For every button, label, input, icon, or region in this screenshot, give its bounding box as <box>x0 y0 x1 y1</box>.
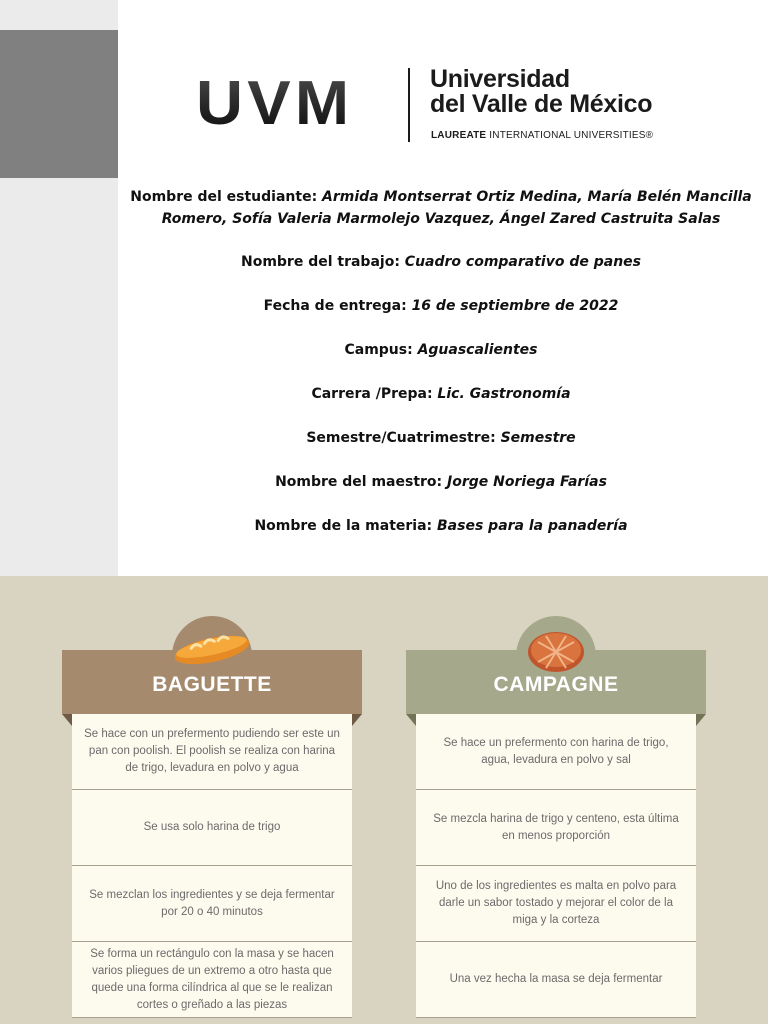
campus: Campus: Aguascalientes <box>344 342 538 358</box>
comparison-section <box>0 576 768 1024</box>
subject-name: Nombre de la materia: Bases para la panadería <box>254 518 628 534</box>
logo-divider <box>408 68 410 142</box>
cover-info <box>128 186 754 559</box>
campagne-row-2: Se mezcla harina de trigo y centeno, esta última en menos proporción <box>416 790 696 866</box>
baguette-row-3: Se mezclan los ingredientes y se deja fermentar por 20 o 40 minutos <box>72 866 352 942</box>
ribbon-fold-left <box>62 714 72 726</box>
baguette-row-1: Se hace con un prefermento pudiendo ser este un pan con poolish. El poolish se realiza con harina de trigo, levadura en polvo y agua <box>72 714 352 790</box>
logo-laureate: LAUREATE INTERNATIONAL UNIVERSITIES® <box>431 130 654 141</box>
campagne-rows <box>416 714 696 1018</box>
career: Carrera /Prepa: Lic. Gastronomía <box>311 386 571 402</box>
logo-name-line2: del Valle de México <box>430 90 653 118</box>
baguette-row-2: Se usa solo harina de trigo <box>72 790 352 866</box>
student-names: Nombre del estudiante: Armida Montserrat Ortiz Medina, María Belén Mancilla Romero, Sofía Valeria Marmolejo Vazquez, Ángel Zared Castruita Salas <box>130 189 752 227</box>
uvm-logo <box>196 62 696 152</box>
campagne-row-4: Una vez hecha la masa se deja fermentar <box>416 942 696 1018</box>
campagne-row-1: Se hace un prefermento con harina de trigo, agua, levadura en polvo y sal <box>416 714 696 790</box>
work-title: Nombre del trabajo: Cuadro comparativo de panes <box>240 254 641 270</box>
campagne-row-3: Uno de los ingredientes es malta en polvo para darle un sabor tostado y mejorar el color de la miga y la corteza <box>416 866 696 942</box>
teacher-name: Nombre del maestro: Jorge Noriega Farías <box>275 474 607 490</box>
logo-name-line1: Universidad <box>430 65 570 93</box>
due-date: Fecha de entrega: 16 de septiembre de 2022 <box>263 298 619 314</box>
baguette-row-4: Se forma un rectángulo con la masa y se hacen varios pliegues de un extremo a otro hasta que quede una forma cilíndrica al que se le realizan cortes o greñado a las piezas <box>72 942 352 1018</box>
logo-mark: UVM <box>196 74 392 134</box>
ribbon-fold-right <box>352 714 362 726</box>
side-block <box>0 30 118 178</box>
campagne-header: CAMPAGNE <box>406 650 706 714</box>
round-bread-icon <box>514 628 598 672</box>
semester: Semestre/Cuatrimestre: Semestre <box>306 430 576 446</box>
baguette-icon <box>170 628 254 672</box>
baguette-rows <box>72 714 352 1018</box>
baguette-header: BAGUETTE <box>62 650 362 714</box>
ribbon-fold-right <box>696 714 706 726</box>
ribbon-fold-left <box>406 714 416 726</box>
